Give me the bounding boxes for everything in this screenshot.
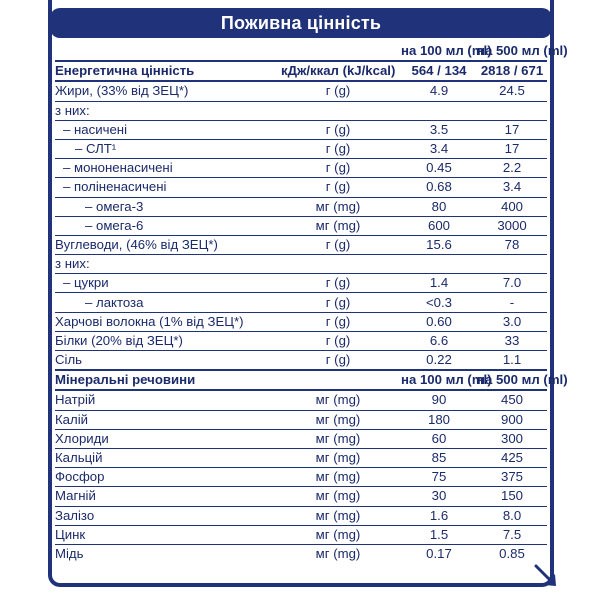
- nutrient-label: – цукри: [63, 275, 109, 291]
- mineral-per100: 90: [431, 392, 447, 408]
- column-per100: на 100 мл (ml): [401, 43, 492, 59]
- mineral-per100: 1.6: [429, 507, 449, 523]
- column-per500: на 500 мл (ml): [477, 43, 568, 59]
- nutrient-per500: 78: [504, 236, 520, 252]
- nutrient-label: з них:: [55, 102, 90, 118]
- mineral-per500: 900: [500, 411, 523, 427]
- mineral-per100: 30: [431, 488, 447, 504]
- nutrient-per500: -: [509, 294, 515, 310]
- nutrient-per100: 3.4: [429, 141, 449, 157]
- nutrient-row: [55, 82, 547, 100]
- mineral-unit: мг (mg): [315, 488, 361, 504]
- nutrient-label: Харчові волокна (1% від ЗЕЦ*): [55, 313, 244, 329]
- nutrient-unit: г (g): [325, 275, 351, 291]
- nutrient-unit: г (g): [325, 236, 351, 252]
- energy-per500: 2818 / 671: [480, 63, 544, 79]
- mineral-unit: мг (mg): [315, 392, 361, 408]
- mineral-unit: мг (mg): [315, 450, 361, 466]
- mineral-unit: мг (mg): [315, 411, 361, 427]
- mineral-row: [55, 467, 547, 486]
- nutrient-row: [55, 350, 547, 369]
- nutrient-unit: г (g): [325, 352, 351, 368]
- panel-title: [50, 8, 552, 38]
- mineral-row: [55, 410, 547, 429]
- nutrient-per100: 0.45: [426, 160, 452, 176]
- nutrient-label: Білки (20% від ЗЕЦ*): [55, 332, 183, 348]
- nutrient-row: [55, 139, 547, 158]
- nutrient-per500: 3.0: [502, 313, 522, 329]
- mineral-per500: 300: [500, 430, 523, 446]
- mineral-row: [55, 544, 547, 563]
- nutrient-label: – омега-3: [85, 198, 144, 214]
- nutrient-label: Вуглеводи, (46% від ЗЕЦ*): [55, 236, 218, 252]
- nutrient-label: Сіль: [55, 352, 83, 368]
- nutrient-row: [55, 331, 547, 350]
- mineral-per500: 0.85: [499, 545, 525, 561]
- nutrient-per100: <0.3: [425, 294, 453, 310]
- mineral-unit: мг (mg): [315, 507, 361, 523]
- mineral-per100: 180: [427, 411, 450, 427]
- mineral-label: Залізо: [55, 507, 95, 523]
- mineral-unit: мг (mg): [315, 430, 361, 446]
- nutrient-unit: г (g): [325, 83, 351, 99]
- nutrient-per500: 17: [504, 141, 520, 157]
- energy-per100: 564 / 134: [411, 63, 467, 79]
- mineral-row: [55, 506, 547, 525]
- nutrient-per500: 3.4: [502, 179, 522, 195]
- nutrient-row: [55, 292, 547, 311]
- nutrient-unit: г (g): [325, 141, 351, 157]
- column-header-row: [55, 42, 568, 60]
- nutrient-per100: 4.9: [429, 83, 449, 99]
- nutrient-per500: 7.0: [502, 275, 522, 291]
- mineral-label: Хлориди: [55, 430, 109, 446]
- nutrient-label: – поліненасичені: [63, 179, 167, 195]
- nutrient-per100: 1.4: [429, 275, 449, 291]
- nutrient-label: – СЛТ¹: [75, 141, 117, 157]
- minerals-column-per100: на 100 мл (ml): [401, 372, 492, 388]
- mineral-label: Натрій: [55, 392, 96, 408]
- nutrient-unit: мг (mg): [315, 198, 361, 214]
- mineral-row: [55, 448, 547, 467]
- mineral-label: Кальцій: [55, 450, 103, 466]
- mineral-per500: 8.0: [502, 507, 522, 523]
- nutrient-per500: 400: [500, 198, 523, 214]
- mineral-list: [55, 391, 547, 563]
- nutrient-unit: г (g): [325, 160, 351, 176]
- nutrient-unit: г (g): [325, 313, 351, 329]
- nutrient-row: [55, 197, 547, 216]
- nutrient-row: [55, 254, 547, 273]
- mineral-label: Калій: [55, 411, 89, 427]
- minerals-header-row: [55, 369, 568, 389]
- energy-unit: кДж/ккал (kJ/kcal): [281, 63, 396, 79]
- nutrient-per100: 0.60: [426, 313, 452, 329]
- mineral-row: [55, 486, 547, 505]
- nutrient-list: [55, 82, 547, 369]
- mineral-per500: 450: [500, 392, 523, 408]
- nutrient-row: [55, 273, 547, 292]
- nutrient-per100: 15.6: [426, 236, 452, 252]
- mineral-per500: 375: [500, 469, 523, 485]
- nutrient-per500: 3000: [497, 217, 527, 233]
- mineral-row: [55, 429, 547, 448]
- energy-row: [55, 60, 547, 80]
- mineral-unit: мг (mg): [315, 469, 361, 485]
- mineral-per100: 75: [431, 469, 447, 485]
- nutrient-per100: 80: [431, 198, 447, 214]
- nutrient-label: – мононенасичені: [63, 160, 173, 176]
- nutrient-per100: 6.6: [429, 332, 449, 348]
- energy-label: Енергетична цінність: [55, 63, 195, 79]
- mineral-label: Цинк: [55, 526, 86, 542]
- mineral-unit: мг (mg): [315, 526, 361, 542]
- nutrient-label: – омега-6: [85, 217, 144, 233]
- mineral-row: [55, 525, 547, 544]
- mineral-label: Фосфор: [55, 469, 105, 485]
- arrow-diagonal-icon: [532, 562, 560, 590]
- title-text: Поживна цінність: [220, 12, 382, 33]
- mineral-per500: 425: [500, 450, 523, 466]
- nutrition-table: [55, 42, 568, 563]
- mineral-label: Магній: [55, 488, 96, 504]
- mineral-per100: 1.5: [429, 526, 449, 542]
- nutrient-unit: г (g): [325, 332, 351, 348]
- nutrient-per100: 0.22: [426, 352, 452, 368]
- nutrient-per500: 24.5: [499, 83, 525, 99]
- nutrient-label: – лактоза: [85, 294, 144, 310]
- mineral-per500: 7.5: [502, 526, 522, 542]
- mineral-row: [55, 391, 547, 409]
- mineral-label: Мідь: [55, 545, 84, 561]
- nutrient-unit: г (g): [325, 294, 351, 310]
- mineral-per100: 85: [431, 450, 447, 466]
- nutrient-row: [55, 235, 547, 254]
- nutrient-per100: 600: [427, 217, 450, 233]
- nutrient-per500: 17: [504, 121, 520, 137]
- nutrient-row: [55, 120, 547, 139]
- nutrient-label: – насичені: [63, 121, 127, 137]
- nutrient-per500: 2.2: [502, 160, 522, 176]
- mineral-unit: мг (mg): [315, 545, 361, 561]
- nutrient-row: [55, 177, 547, 196]
- nutrient-row: [55, 101, 547, 120]
- nutrient-per500: 1.1: [502, 352, 522, 368]
- nutrient-per500: 33: [504, 332, 520, 348]
- nutrient-unit: г (g): [325, 179, 351, 195]
- nutrient-row: [55, 312, 547, 331]
- mineral-per100: 60: [431, 430, 447, 446]
- minerals-column-per500: на 500 мл (ml): [477, 372, 568, 388]
- nutrient-row: [55, 158, 547, 177]
- nutrient-unit: мг (mg): [315, 217, 361, 233]
- mineral-per500: 150: [500, 488, 523, 504]
- nutrient-unit: г (g): [325, 121, 351, 137]
- nutrient-per100: 0.68: [426, 179, 452, 195]
- nutrient-label: Жири, (33% від ЗЕЦ*): [55, 83, 189, 99]
- minerals-label: Мінеральні речовини: [55, 372, 196, 388]
- nutrient-label: з них:: [55, 256, 90, 272]
- nutrient-row: [55, 216, 547, 235]
- nutrient-per100: 3.5: [429, 121, 449, 137]
- mineral-per100: 0.17: [426, 545, 452, 561]
